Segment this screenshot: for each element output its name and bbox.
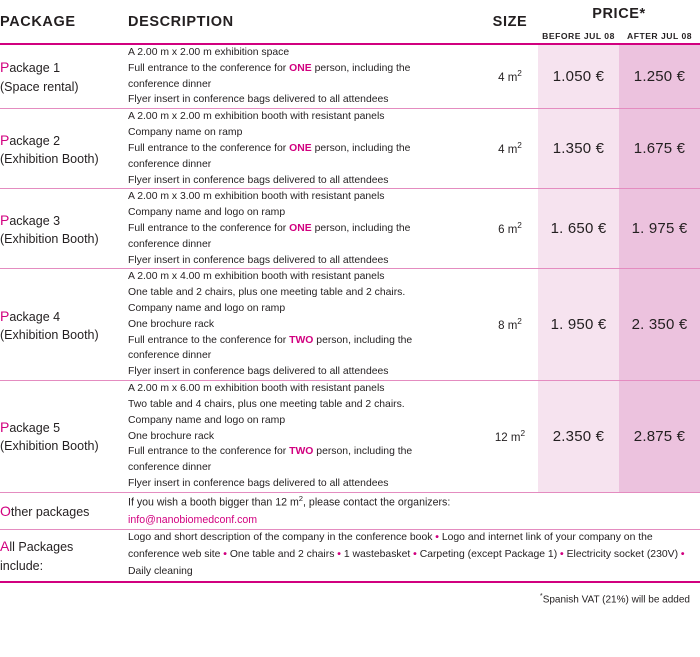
package-name-cell: Package 2 (Exhibition Booth) — [0, 109, 128, 189]
package-size-cell: 4 $m^2$ — [482, 44, 538, 109]
contact-email-link[interactable]: info@nanobiomedconf.com — [128, 513, 258, 526]
footnote-marker: * — [539, 590, 543, 600]
all-packages-row — [0, 530, 700, 582]
price-after-cell: 2.875 € — [619, 381, 700, 493]
vat-footnote — [0, 583, 700, 605]
package-size-cell: 8 $m^2$ — [482, 269, 538, 381]
price-before-cell: 1.050 € — [538, 44, 619, 109]
header-description: DESCRIPTION — [128, 0, 482, 44]
all-packages-items: Logo and short description of the company in the conference book • Logo and internet link of your company on the conference web site • One table and 2 chairs • 1 wastebasket • Carpeting (except Package 1) • Electricity socket (230V) • Daily cleaning — [128, 530, 700, 582]
other-packages-text: If you wish a booth bigger than 12 $m^2$, please contact the organizers: info@nanobiomedconf.com — [128, 492, 700, 529]
header-package: PACKAGE — [0, 0, 128, 44]
header-price-before: BEFORE JUL 08 — [542, 31, 615, 41]
price-before-cell: 2.350 € — [538, 381, 619, 493]
price-after-cell: 1.675 € — [619, 109, 700, 189]
other-packages-label: Other packages — [0, 492, 128, 529]
price-after-cell: 1.250 € — [619, 44, 700, 109]
other-packages-row — [0, 492, 700, 529]
header-price-group — [538, 0, 700, 44]
package-size-cell: 6 $m^2$ — [482, 189, 538, 269]
package-name-cell: Package 3 (Exhibition Booth) — [0, 189, 128, 269]
price-after-cell: 2. 350 € — [619, 269, 700, 381]
package-description-cell: A 2.00 m x 6.00 m exhibition booth with resistant panels Two table and 4 chairs, plus one meeting table and 2 chairs. Company name and logo on ramp One brochure rack Full entrance to the conference for TWO person, including the conference dinner Flyer insert in conference bags delivered to all attendees — [128, 381, 482, 493]
table-row — [0, 269, 700, 381]
table-row — [0, 44, 700, 109]
package-description-cell: A 2.00 m x 2.00 m exhibition space Full entrance to the conference for ONE person, including the conference dinner Flyer insert in conference bags delivered to all attendees — [128, 44, 482, 109]
footnote-text: Spanish VAT (21%) will be added — [542, 594, 690, 606]
package-name-cell: Package 4 (Exhibition Booth) — [0, 269, 128, 381]
table-row — [0, 109, 700, 189]
package-name-cell: Package 5 (Exhibition Booth) — [0, 381, 128, 493]
package-description-cell: A 2.00 m x 4.00 m exhibition booth with resistant panels One table and 2 chairs, plus one meeting table and 2 chairs. Company name and logo on ramp One brochure rack Full entrance to the conference for TWO person, including the conference dinner Flyer insert in conference bags delivered to all attendees — [128, 269, 482, 381]
price-after-cell: 1. 975 € — [619, 189, 700, 269]
price-before-cell: 1. 650 € — [538, 189, 619, 269]
package-description-cell: A 2.00 m x 3.00 m exhibition booth with resistant panels Company name and logo on ramp Full entrance to the conference for ONE person, including the conference dinner Flyer insert in conference bags delivered to all attendees — [128, 189, 482, 269]
header-size: SIZE — [482, 0, 538, 44]
all-packages-label: All Packages include: — [0, 530, 128, 582]
header-price: PRICE* — [592, 6, 646, 22]
package-description-cell: A 2.00 m x 2.00 m exhibition booth with resistant panels Company name on ramp Full entrance to the conference for ONE person, including the conference dinner Flyer insert in conference bags delivered to all attendees — [128, 109, 482, 189]
package-name-cell: Package 1 (Space rental) — [0, 44, 128, 109]
table-body — [0, 44, 700, 582]
price-before-cell: 1. 950 € — [538, 269, 619, 381]
package-size-cell: 4 $m^2$ — [482, 109, 538, 189]
header-price-after: AFTER JUL 08 — [626, 31, 693, 41]
table-header-row — [0, 0, 700, 44]
table-row — [0, 381, 700, 493]
table-row — [0, 189, 700, 269]
package-size-cell: 12 $m^2$ — [482, 381, 538, 493]
price-before-cell: 1.350 € — [538, 109, 619, 189]
